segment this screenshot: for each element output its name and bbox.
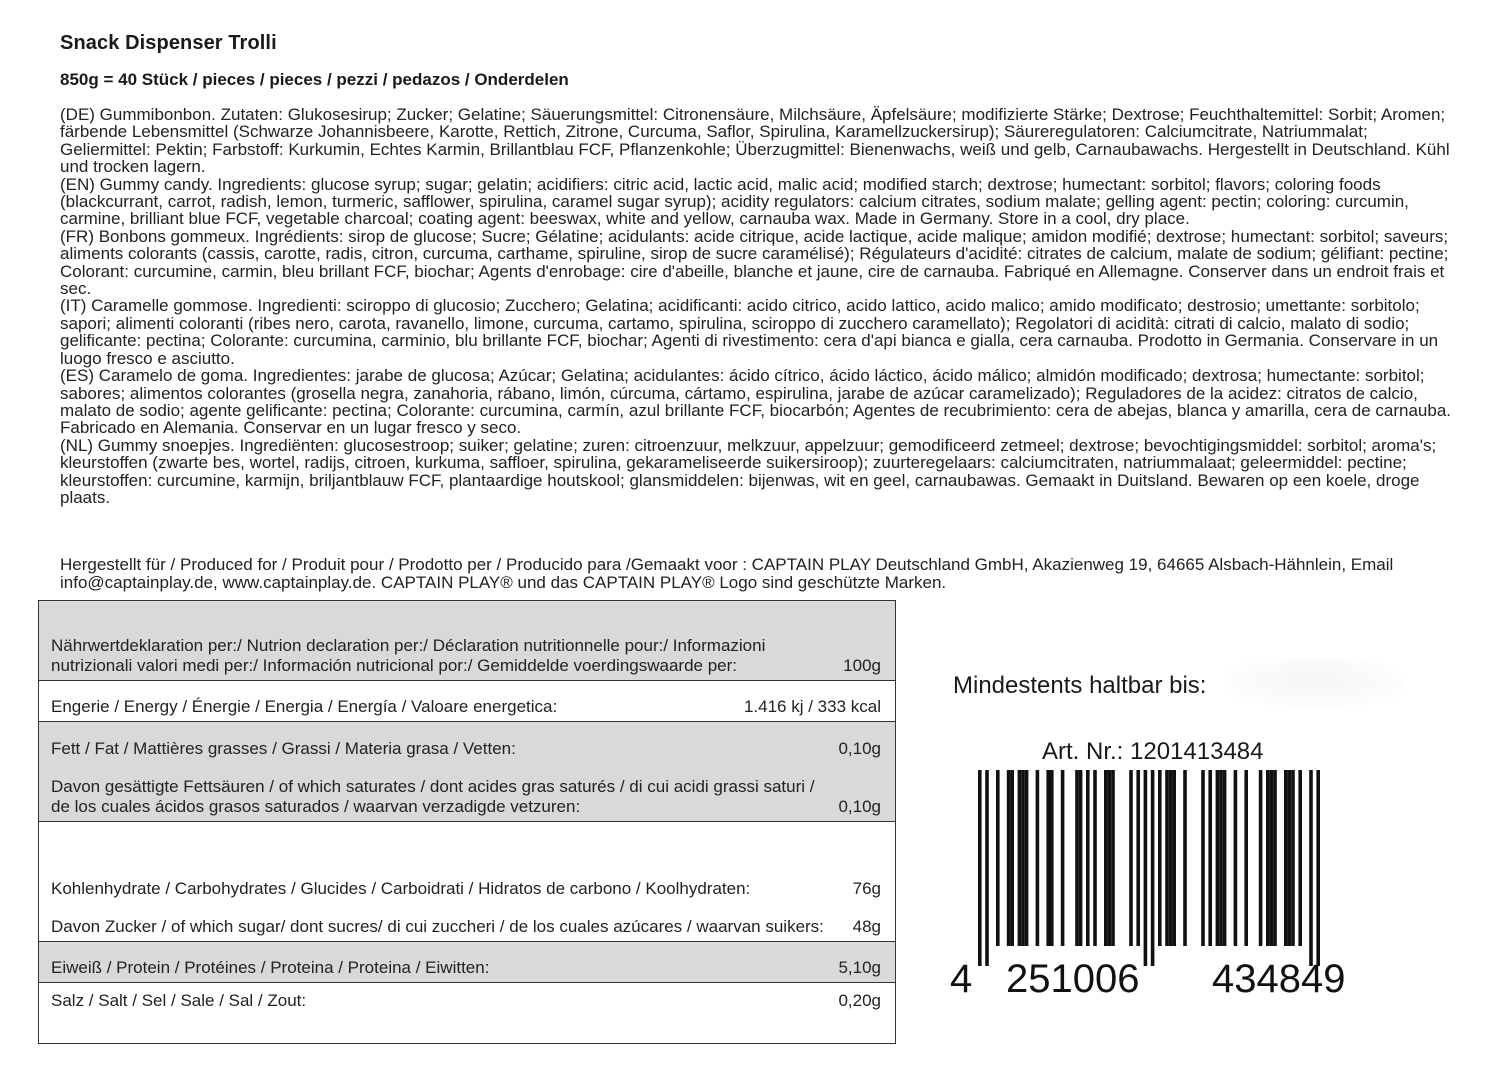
barcode-left-digits: 251006 (1006, 957, 1140, 996)
product-quantity: 850g = 40 Stück / pieces / pieces / pezzi / pedazos / Onderdelen (60, 70, 569, 89)
barcode-bar (1144, 770, 1148, 966)
barcode-bar (1007, 770, 1011, 946)
barcode-bar (1079, 770, 1083, 946)
barcode-bar (1025, 770, 1029, 946)
protein-label: Eiweiß / Protein / Protéines / Proteina / Proteina / Eiwitten: (51, 958, 490, 977)
barcode-bar (1201, 770, 1205, 946)
barcode-bar (1061, 770, 1065, 946)
barcode-bar (1259, 770, 1263, 946)
barcode-bar (1165, 770, 1169, 946)
energy-label: Engerie / Energy / Énergie / Energia / Energía / Valoare energetica: (51, 697, 558, 716)
fat-label: Fett / Fat / Mattières grasses / Grassi / Materia grasa / Vetten: (51, 739, 516, 758)
barcode-bar (1129, 770, 1133, 946)
ingredients-en: (EN) Gummy candy. Ingredients: glucose syrup; sugar; gelatin; acidifiers: citric acid, lactic acid, malic acid; modified starch; dextrose; humectant: sorbitol; flavors; coloring foods (blackcurrant, carrot, radish, lemon, turmeric, safflower, spirulina, caramel sugar syrup); acidity regulators: calcium citrates, sodium malate; gelling agent: pectin; coloring: curcumin, carmine, brilliant blue FCF, vegetable charcoal; coating agent: beeswax, white and yellow, carnauba wax. Made in Germany. Store in a cool, dry place. (60, 174, 1409, 229)
carbs-label: Kohlenhydrate / Carbohydrates / Glucides / Carboidrati / Hidratos de carbono / Koolhydraten: (51, 879, 751, 898)
barcode-bar (1270, 770, 1274, 946)
salt-label: Salz / Salt / Sel / Sale / Sal / Zout: (51, 991, 307, 1010)
barcode-bar (1158, 770, 1162, 946)
barcode-bar (1216, 770, 1220, 946)
article-number: Art. Nr.: 1201413484 (1042, 738, 1264, 765)
barcode-bar (1086, 770, 1090, 946)
barcode-bar (1266, 770, 1270, 946)
barcode-bar (1223, 770, 1227, 946)
nutrition-carbs-row (39, 822, 896, 942)
saturates-label: Davon gesättigte Fettsäuren / of which saturates / dont acides gras saturés / di cui acidi grassi saturi / de los cuales ácidos grasos saturados / waarvan verzadigde vetzuren: (51, 777, 815, 816)
barcode-bar (1309, 770, 1313, 966)
barcode-bar (1021, 770, 1025, 946)
nutrition-header-label: Nährwertdeklaration per:/ Nutrion declaration per:/ Déclaration nutritionnelle pour:/ Informazioni nutrizionali valori medi per:/ Información nutricional por:/ Gemiddelde voerdingswaarde per: (51, 636, 766, 675)
barcode-bar (1273, 770, 1277, 946)
barcode-bar (1075, 770, 1079, 946)
ingredients-es: (ES) Caramelo de goma. Ingredientes: jarabe de glucosa; Azúcar; Gelatina; acidulantes: ácido cítrico, ácido láctico, ácido málico; almidón modificado; dextrosa; humectante: sorbitol; sabores; alimentos colorantes (grosella negra, zanahoria, rábano, limón, cúrcuma, cártamo, espirulina, jarabe de azúcar caramelizado); Reguladores de la acidez: citratos de calcio, malato de sodio; agente gelificante: pectina; Colorante: curcumina, carmín, azul brillante FCF, biocarbón; Agentes de recubrimiento: cera de abejas, blanca y amarilla, cera de carnauba. Fabricado en Alemania. Conservar en un lugar fresco y seco. (60, 366, 1451, 438)
barcode-bar (1208, 770, 1212, 946)
ingredients-nl: (NL) Gummy snoepjes. Ingrediënten: glucosestroop; suiker; gelatine; zuren: citroenzuur, melkzuur, appelzuur; gemodificeerd zetmeel; dextrose; bevochtigingsmiddel: sorbitol; aroma's; kleurstoffen (zwarte bes, wortel, radijs, citroen, kurkuma, saffloer, spirulina, gekarameliseerde suikersiroop); zuurteregelaars: calciumcitraten, natriummalaat; geleermiddel: pectine; kleurstoffen: curcumine, karmijn, briljantblauw FCF, plantaardige houtskool; glansmiddelen: bijenwas, wit en geel, carnaubawas. Gemaakt in Duitsland. Bewaren op een koele, droge plaats. (60, 435, 1437, 507)
barcode-bar (1151, 770, 1155, 966)
barcode-bar (1046, 770, 1050, 946)
barcode-bar (1093, 770, 1097, 946)
barcode-bar (1010, 770, 1014, 946)
barcode-bar (1050, 770, 1054, 946)
ean-barcode (950, 770, 1370, 996)
barcode-bar (1104, 770, 1108, 946)
salt-value: 0,20g (838, 991, 881, 1010)
barcode-bar (1169, 770, 1173, 946)
barcode-bar (1298, 770, 1302, 946)
best-before-label: Mindestents haltbar bis: (953, 672, 1207, 699)
barcode-bar (978, 770, 982, 966)
barcode-bar (1172, 770, 1176, 946)
barcode-bar (1036, 770, 1040, 946)
barcode-bar (1244, 770, 1248, 946)
nutrition-salt-row (39, 983, 896, 1044)
sugar-value: 48g (852, 917, 881, 936)
ingredients-fr: (FR) Bonbons gommeux. Ingrédients: sirop de glucose; Sucre; Gélatine; acidulants: acide citrique, acide lactique, acide malique; amidon modifié; dextrose; humectant: sorbitol; saveurs; aliments colorants (cassis, carotte, radis, citron, curcuma, carthame, spiruline, sirop de sucre caramélisé); Régulateurs d'acidité: citrates de calcium, malate de sodium; gélifiant: pectine; Colorant: curcumine, carmin, bleu brillant FCF, biochar; Agents d'enrobage: cire d'abeille, blanche et jaune, cire de carnauba. Fabriqué en Allemagne. Conserver dans un endroit frais et sec. (60, 226, 1449, 299)
nutrition-table (38, 600, 896, 1044)
barcode-bar (1111, 770, 1115, 946)
barcode-bar (1288, 770, 1292, 946)
barcode-bar (1291, 770, 1295, 946)
barcode-bar (1316, 770, 1320, 966)
barcode-bar (1219, 770, 1223, 946)
protein-value: 5,10g (838, 958, 881, 977)
sugar-label: Davon Zucker / of which sugar/ dont sucres/ di cui zuccheri / de los cuales azúcares / waarvan suikers: (51, 917, 824, 936)
nutrition-energy-row (39, 681, 896, 722)
nutrition-header-value: 100g (843, 656, 881, 675)
best-before-date-blurred (1225, 656, 1405, 708)
barcode-bar (1108, 770, 1112, 946)
barcode-bar (1136, 770, 1140, 946)
barcode-right-digits: 434849 (1212, 957, 1346, 996)
nutrition-protein-row (39, 942, 896, 983)
ingredients-block (60, 106, 1452, 506)
barcode-bar (1284, 770, 1288, 946)
product-title: Snack Dispenser Trolli (60, 32, 277, 54)
nutrition-fat-row (39, 722, 896, 822)
energy-value: 1.416 kj / 333 kcal (743, 697, 881, 716)
barcode-bar (1018, 770, 1022, 946)
barcode-bar (1183, 770, 1187, 946)
barcode-first-digit: 4 (950, 957, 973, 996)
producer-info: Hergestellt für / Produced for / Produit pour / Prodotto per / Producido para /Gemaakt voor : CAPTAIN PLAY Deutschland GmbH, Akazienweg 19, 64665 Alsbach-Hähnlein, Email info@captainplay.de, www.captainplay.de. CAPTAIN PLAY® und das CAPTAIN PLAY® Logo sind geschützte Marken. (60, 555, 1394, 592)
fat-value: 0,10g (838, 739, 881, 758)
barcode-bar (1234, 770, 1238, 946)
nutrition-header-row (39, 601, 896, 681)
ingredients-de: (DE) Gummibonbon. Zutaten: Glukosesirup; Zucker; Gelatine; Säuerungsmittel: Citronensäure, Milchsäure, Äpfelsäure; modifizierte Stärke; Dextrose; Feuchthaltemittel: Sorbit; Aromen; färbende Lebensmittel (Schwarze Johannisbeere, Karotte, Rettich, Zitrone, Curcuma, Saflor, Spirulina, Karamellzuckersirup); Säureregulatoren: Calciumcitrate, Natriummalat; Geliermittel: Pektin; Farbstoff: Kurkumin, Echtes Karmin, Brillantblau FCF, Pflanzenkohle; Überzugmittel: Bienenwachs, weiß und gelb, Carnaubawachs. Hergestellt in Deutschland. Kühl und trocken lagern. (60, 105, 1450, 177)
saturates-value: 0,10g (838, 797, 881, 816)
carbs-value: 76g (852, 879, 881, 898)
barcode-bar (996, 770, 1000, 946)
ingredients-it: (IT) Caramelle gommose. Ingredienti: sciroppo di glucosio; Zucchero; Gelatina; acidificanti: acido citrico, acido lattico, acido malico; amido modificato; destrosio; umettante: sorbitolo; sapori; alimenti coloranti (ribes nero, carota, ravanello, limone, curcuma, cartamo, spirulina, sciroppo di zucchero caramellato); Regolatori di acidità: citrati di calcio, malato di sodio; gelificante: pectina; Colorante: curcumina, carminio, blu brillante FCF, biochar; Agenti di rivestimento: cera d'api bianca e gialla, cera carnauba. Prodotto in Germania. Conservare in un luogo fresco e asciutto. (60, 296, 1439, 368)
barcode-bar (985, 770, 989, 966)
